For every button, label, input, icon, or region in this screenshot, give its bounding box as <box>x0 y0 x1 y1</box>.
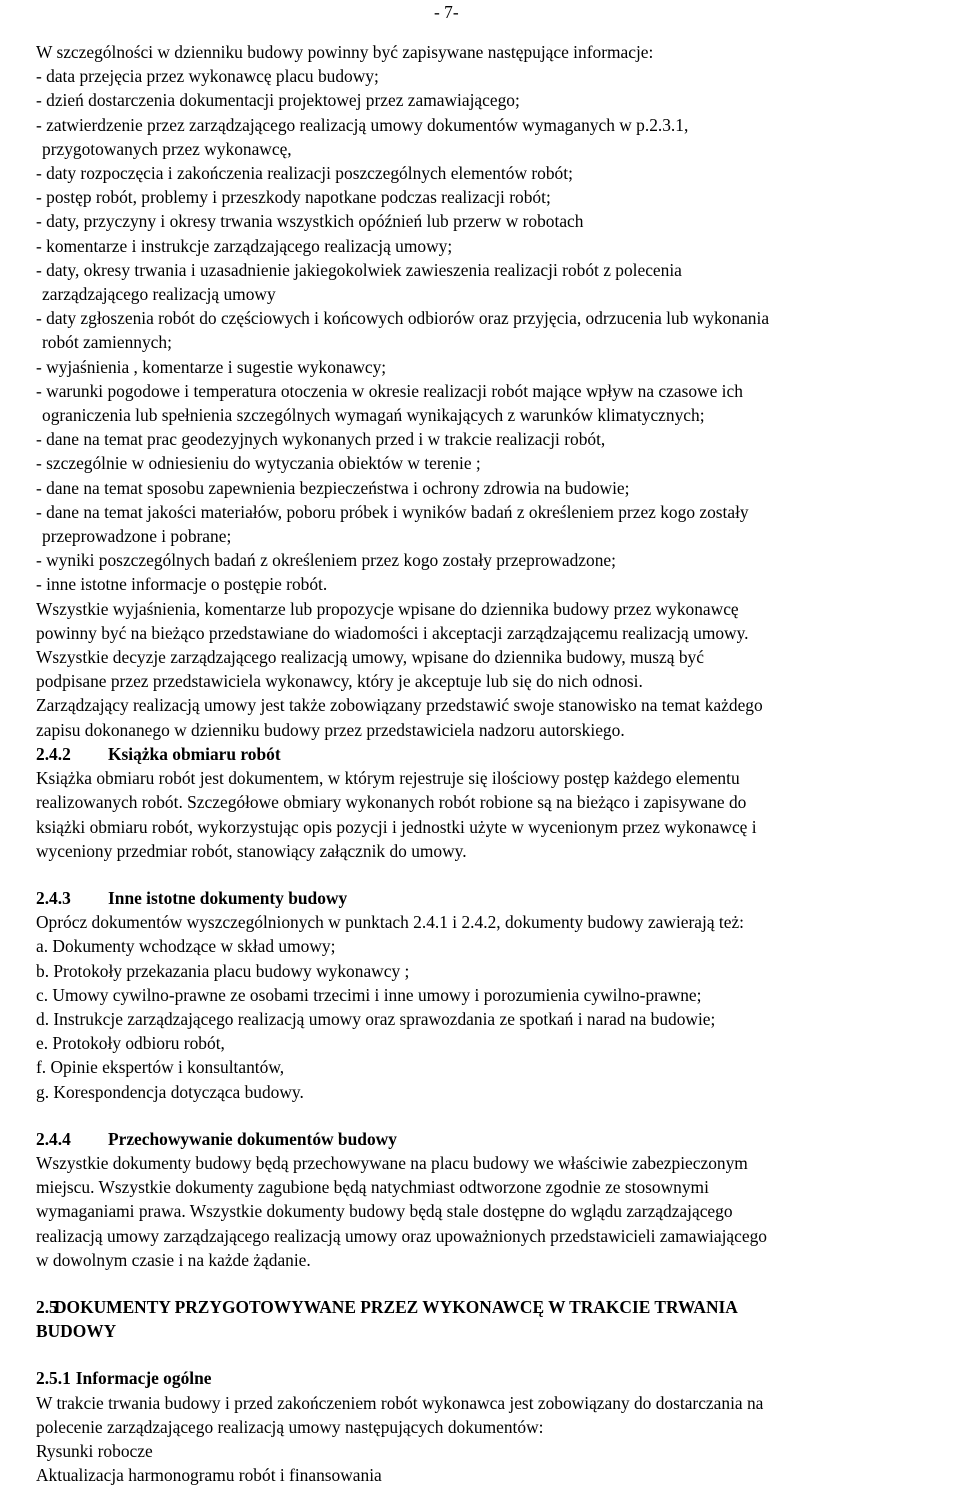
section-number: 2.5 <box>36 1296 58 1317</box>
section-title: Książka obmiaru robót <box>108 743 281 764</box>
diary-list-item: - dane na temat sposobu zapewnienia bezpieczeństwa i ochrony zdrowia na budowie; <box>36 477 630 498</box>
diary-list-item: - dane na temat prac geodezyjnych wykonanych przed i w trakcie realizacji robót, <box>36 429 606 450</box>
diary-list-item: - daty zgłoszenia robót do częściowych i końcowych odbiorów oraz przyjęcia, odrzucenia lub wykonania <box>36 308 770 329</box>
diary-list-item-continued: robót zamiennych; <box>42 332 172 353</box>
diary-items-list <box>36 64 960 596</box>
document-body <box>36 40 960 1487</box>
intro-line: W szczególności w dzienniku budowy powinny być zapisywane następujące informacje: <box>36 42 654 62</box>
list-item: f. Opinie ekspertów i konsultantów, <box>36 1057 285 1078</box>
list-item: e. Protokoły odbioru robót, <box>36 1033 225 1054</box>
paragraph-line: W trakcie trwania budowy i przed zakończeniem robót wykonawca jest zobowiązany do dostarczania na <box>36 1392 764 1413</box>
paragraph-line: Aktualizacja harmonogramu robót i finansowania <box>36 1465 382 1486</box>
section-2-4-4-body <box>36 1151 960 1272</box>
paragraph-line: Książka obmiaru robót jest dokumentem, w którym rejestruje się ilościowy postęp każdego elementu <box>36 768 740 789</box>
list-item: g. Korespondencja dotycząca budowy. <box>36 1081 304 1102</box>
section-2-4-3-heading <box>36 886 960 910</box>
paragraph-line: miejscu. Wszystkie dokumenty zagubione będą natychmiast odtworzone zgodnie ze stosownymi <box>36 1177 709 1198</box>
section-2-4-3-intro: Oprócz dokumentów wyszczególnionych w punktach 2.4.1 i 2.4.2, dokumenty budowy zawierają też: <box>36 912 744 933</box>
paragraph-line: powinny być na bieżąco przedstawiane do wiadomości i akceptacji zarządzającemu realizacją umowy. <box>36 622 749 643</box>
paragraph-line: Rysunki robocze <box>36 1440 153 1461</box>
section-2-5-1-body <box>36 1391 960 1488</box>
paragraph-line: realizowanych robót. Szczegółowe obmiary wykonanych robót robione są na bieżąco i zapisywane do <box>36 792 747 813</box>
list-item: d. Instrukcje zarządzającego realizacją umowy oraz sprawozdania ze spotkań i narad na budowie; <box>36 1008 716 1029</box>
diary-list-item: - daty, okresy trwania i uzasadnienie jakiegokolwiek zawieszenia realizacji robót z polecenia <box>36 259 682 280</box>
paragraph-line: Wszystkie wyjaśnienia, komentarze lub propozycje wpisane do dziennika budowy przez wykonawcę <box>36 598 739 619</box>
list-item: c. Umowy cywilno-prawne ze osobami trzecimi i inne umowy i porozumienia cywilno-prawne; <box>36 984 702 1005</box>
paragraph-line: Wszystkie decyzje zarządzającego realizacją umowy, wpisane do dziennika budowy, muszą być <box>36 647 704 668</box>
section-2-4-2-heading <box>36 742 960 766</box>
diary-list-item: - data przejęcia przez wykonawcę placu budowy; <box>36 66 379 87</box>
diary-list-item-continued: przeprowadzone i pobrane; <box>42 526 232 547</box>
page-number: - 7- <box>434 2 459 22</box>
diary-list-item: - wyniki poszczególnych badań z określeniem przez kogo zostały przeprowadzone; <box>36 550 616 571</box>
paragraph-line: zapisu dokonanego w dzienniku budowy przez przedstawiciela nadzoru autorskiego. <box>36 719 625 740</box>
section-number: 2.4.2 <box>36 743 71 764</box>
list-item: a. Dokumenty wchodzące w skład umowy; <box>36 936 336 957</box>
diary-list-item: - warunki pogodowe i temperatura otoczenia w okresie realizacji robót mające wpływ na czasowe ich <box>36 380 743 401</box>
section-2-5-title-continued: BUDOWY <box>36 1321 117 1342</box>
diary-list-item: - dzień dostarczenia dokumentacji projektowej przez zamawiającego; <box>36 90 520 111</box>
paragraph-line: Zarządzający realizacją umowy jest także zobowiązany przedstawić swoje stanowisko na temat każdego <box>36 695 763 716</box>
diary-list-item: - komentarze i instrukcje zarządzającego realizacją umowy; <box>36 235 453 256</box>
diary-list-item: - zatwierdzenie przez zarządzającego realizacją umowy dokumentów wymaganych w p.2.3.1, <box>36 114 689 135</box>
section-2-4-3-list <box>36 934 960 1103</box>
section-2-4-2-body <box>36 766 960 863</box>
paragraph-line: polecenie zarządzającego realizacją umowy następujących dokumentów: <box>36 1416 544 1437</box>
section-number: 2.5.1 <box>36 1368 71 1389</box>
section-title: Informacje ogólne <box>75 1368 212 1389</box>
paragraph-line: wymaganiami prawa. Wszystkie dokumenty budowy będą stale dostępne do wglądu zarządzającego <box>36 1201 733 1222</box>
section-title: DOKUMENTY PRZYGOTOWYWANE PRZEZ WYKONAWCĘ W TRAKCIE TRWANIA <box>54 1296 738 1317</box>
paragraph-line: wyceniony przedmiar robót, stanowiący załącznik do umowy. <box>36 840 467 861</box>
diary-list-item: - daty, przyczyny i okresy trwania wszystkich opóźnień lub przerw w robotach <box>36 211 584 232</box>
diary-list-item: - inne istotne informacje o postępie robót. <box>36 574 328 595</box>
diary-list-item: - postęp robót, problemy i przeszkody napotkane podczas realizacji robót; <box>36 187 551 208</box>
section-title: Przechowywanie dokumentów budowy <box>108 1128 397 1149</box>
diary-list-item: - wyjaśnienia , komentarze i sugestie wykonawcy; <box>36 356 387 377</box>
paragraph-line: podpisane przez przedstawiciela wykonawcy, który je akceptuje lub się do nich odnosi. <box>36 671 643 692</box>
diary-list-item-continued: ograniczenia lub spełnienia szczególnych wymagań wynikających z warunków klimatycznych; <box>42 405 705 426</box>
diary-list-item-continued: przygotowanych przez wykonawcę, <box>42 138 292 159</box>
diary-list-item: - dane na temat jakości materiałów, poboru próbek i wyników badań z określeniem przez kogo zostały <box>36 501 749 522</box>
section-title: Inne istotne dokumenty budowy <box>108 887 348 908</box>
diary-list-item-continued: zarządzającego realizacją umowy <box>42 284 276 305</box>
paragraph-line: realizacją umowy zarządzającego realizacją umowy oraz upoważnionych przedstawicieli zamawiającego <box>36 1225 767 1246</box>
section-number: 2.4.3 <box>36 887 71 908</box>
section-2-5-heading <box>36 1295 960 1319</box>
paragraph-line: w dowolnym czasie i na każde żądanie. <box>36 1249 311 1270</box>
section-2-4-4-heading <box>36 1127 960 1151</box>
diary-comments-paragraph <box>36 597 960 742</box>
diary-list-item: - daty rozpoczęcia i zakończenia realizacji poszczególnych elementów robót; <box>36 163 573 184</box>
paragraph-line: książki obmiaru robót, wykorzystując opis pozycji i jednostki użyte w wycenionym przez wykonawcę i <box>36 816 757 837</box>
list-item: b. Protokoły przekazania placu budowy wykonawcy ; <box>36 960 410 981</box>
section-number: 2.4.4 <box>36 1128 71 1149</box>
section-2-5-1-heading <box>36 1366 960 1390</box>
paragraph-line: Wszystkie dokumenty budowy będą przechowywane na placu budowy we właściwie zabezpieczonym <box>36 1152 748 1173</box>
diary-list-item: - szczególnie w odniesieniu do wytyczania obiektów w terenie ; <box>36 453 481 474</box>
